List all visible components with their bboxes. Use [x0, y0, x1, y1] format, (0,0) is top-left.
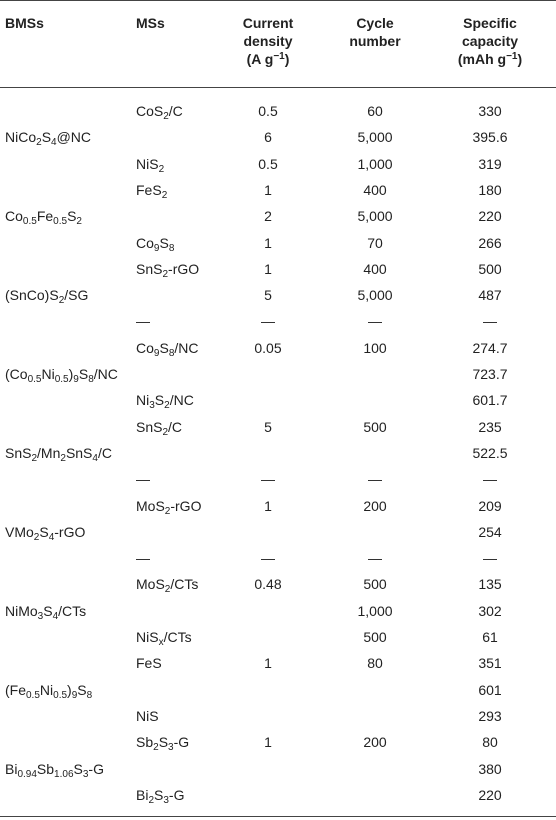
cell-cycle-number: 80: [367, 655, 383, 671]
cell-mss: NiS$_2$: [136, 156, 165, 175]
cell-specific-capacity: 330: [478, 103, 502, 119]
cell-cycle-number: —: [368, 471, 382, 487]
cell-mss: $Ni_3S_2/NC$: [136, 392, 194, 411]
cell-mss: CoS$_2$/C: [136, 103, 183, 122]
cell-mss: —: [136, 313, 150, 329]
cell-bmss: $(Co_{0.5}Ni_{0.5})_9S_8/NC$: [5, 366, 118, 385]
cell-specific-capacity: 274.7: [472, 340, 508, 356]
cell-bmss: $Co_{0.5}Fe_{0.5}S_2$: [5, 208, 82, 227]
header-specific-capacity-line2: capacity: [461, 33, 519, 49]
cell-current-density: 1: [264, 734, 272, 750]
header-specific-capacity-line1: Specific: [463, 15, 517, 31]
header-mss: MSs: [136, 15, 165, 31]
cell-specific-capacity: —: [483, 471, 497, 487]
cell-specific-capacity: 254: [478, 524, 502, 540]
cell-cycle-number: 5,000: [357, 129, 393, 145]
header-current-density-unit: (A $g^{-1}$): [246, 51, 290, 67]
cell-bmss: $NiMo_3S_4$/CTs: [5, 603, 87, 622]
table-bottom-rule: [0, 816, 556, 817]
header-cycle-number-line1: Cycle: [356, 15, 394, 31]
cell-specific-capacity: 522.5: [472, 445, 508, 461]
cell-current-density: —: [261, 471, 275, 487]
cell-mss: FeS: [136, 655, 162, 671]
cell-cycle-number: 1,000: [357, 603, 393, 619]
cell-current-density: 5: [264, 419, 272, 435]
cell-specific-capacity: 80: [482, 734, 498, 750]
cell-specific-capacity: 220: [478, 787, 502, 803]
cell-current-density: 0.05: [254, 340, 282, 356]
table-top-rule: [0, 0, 556, 1]
cell-specific-capacity: 302: [478, 603, 502, 619]
cell-cycle-number: 400: [363, 261, 387, 277]
cell-cycle-number: 200: [363, 734, 387, 750]
cell-specific-capacity: 293: [478, 708, 502, 724]
cell-bmss: $SnS_2/Mn_2SnS_4/C$: [5, 445, 112, 464]
cell-bmss: $NiCo_2S_4@NC$: [5, 129, 92, 148]
cell-cycle-number: 5,000: [357, 287, 393, 303]
cell-mss: NiS$_x$/CTs: [136, 629, 192, 648]
cell-cycle-number: 500: [363, 629, 387, 645]
cell-cycle-number: 100: [363, 340, 387, 356]
cell-bmss: $Bi_{0.94}Sb_{1.06}S_3-G$: [5, 761, 104, 780]
cell-mss: MoS$_2$/CTs: [136, 576, 199, 595]
cell-current-density: 1: [264, 498, 272, 514]
cell-specific-capacity: 319: [478, 156, 502, 172]
cell-specific-capacity: 266: [478, 235, 502, 251]
cell-mss: MoS$_2$-rGO: [136, 498, 202, 517]
cell-cycle-number: 200: [363, 498, 387, 514]
cell-current-density: 1: [264, 182, 272, 198]
header-specific-capacity: [458, 14, 522, 68]
cell-mss: $Sb_2S_3-G$: [136, 734, 190, 753]
header-current-density-line2: density: [243, 33, 293, 49]
cell-mss: SnS$_2$/C: [136, 419, 183, 438]
header-bmss: BMSs: [5, 15, 44, 31]
header-cycle-number-line2: number: [349, 33, 401, 49]
cell-bmss: $VMo_2S_4$-rGO: [5, 524, 86, 543]
cell-cycle-number: 500: [363, 419, 387, 435]
cell-specific-capacity: 601: [478, 682, 502, 698]
cell-mss: FeS$_2$: [136, 182, 168, 201]
cell-specific-capacity: 135: [478, 576, 502, 592]
cell-cycle-number: 5,000: [357, 208, 393, 224]
cell-specific-capacity: —: [483, 313, 497, 329]
cell-current-density: 1: [264, 655, 272, 671]
table-header-rule: [0, 87, 556, 88]
cell-mss: $Co_9S_8/NC$: [136, 340, 199, 359]
cell-mss: —: [136, 471, 150, 487]
cell-specific-capacity: 351: [478, 655, 502, 671]
cell-bmss: $(Fe_{0.5}Ni_{0.5})_9S_8$: [5, 682, 93, 701]
cell-mss: NiS: [136, 708, 159, 724]
cell-mss: SnS$_2$-rGO: [136, 261, 200, 280]
cell-current-density: 0.5: [258, 156, 278, 172]
cell-specific-capacity: 180: [478, 182, 502, 198]
cell-current-density: —: [261, 313, 275, 329]
cell-cycle-number: —: [368, 313, 382, 329]
cell-specific-capacity: —: [483, 550, 497, 566]
cell-cycle-number: 400: [363, 182, 387, 198]
cell-current-density: 2: [264, 208, 272, 224]
cell-mss: $Bi_2S_3-G$: [136, 787, 185, 806]
cell-specific-capacity: 61: [482, 629, 498, 645]
cell-current-density: 5: [264, 287, 272, 303]
cell-cycle-number: 500: [363, 576, 387, 592]
header-current-density-line1: Current: [242, 15, 294, 31]
header-cycle-number: [349, 14, 400, 50]
cell-current-density: 1: [264, 235, 272, 251]
cell-cycle-number: 1,000: [357, 156, 393, 172]
cell-specific-capacity: 380: [478, 761, 502, 777]
cell-current-density: —: [261, 550, 275, 566]
cell-current-density: 0.48: [254, 576, 282, 592]
cell-specific-capacity: 395.6: [472, 129, 508, 145]
cell-mss: $Co_9S_8$: [136, 235, 175, 254]
cell-specific-capacity: 235: [478, 419, 502, 435]
cell-cycle-number: —: [368, 550, 382, 566]
cell-specific-capacity: 220: [478, 208, 502, 224]
header-current-density: [243, 14, 294, 68]
cell-specific-capacity: 487: [478, 287, 502, 303]
cell-current-density: 0.5: [258, 103, 278, 119]
cell-bmss: $(SnCo)S_2/SG$: [5, 287, 89, 306]
cell-specific-capacity: 209: [478, 498, 502, 514]
cell-cycle-number: 60: [367, 103, 383, 119]
header-specific-capacity-unit: (mAh $g^{-1}$): [457, 51, 523, 67]
cell-current-density: 1: [264, 261, 272, 277]
cell-cycle-number: 70: [367, 235, 383, 251]
cell-current-density: 6: [264, 129, 272, 145]
cell-specific-capacity: 601.7: [472, 392, 508, 408]
cell-specific-capacity: 500: [478, 261, 502, 277]
cell-specific-capacity: 723.7: [472, 366, 508, 382]
cell-mss: —: [136, 550, 150, 566]
